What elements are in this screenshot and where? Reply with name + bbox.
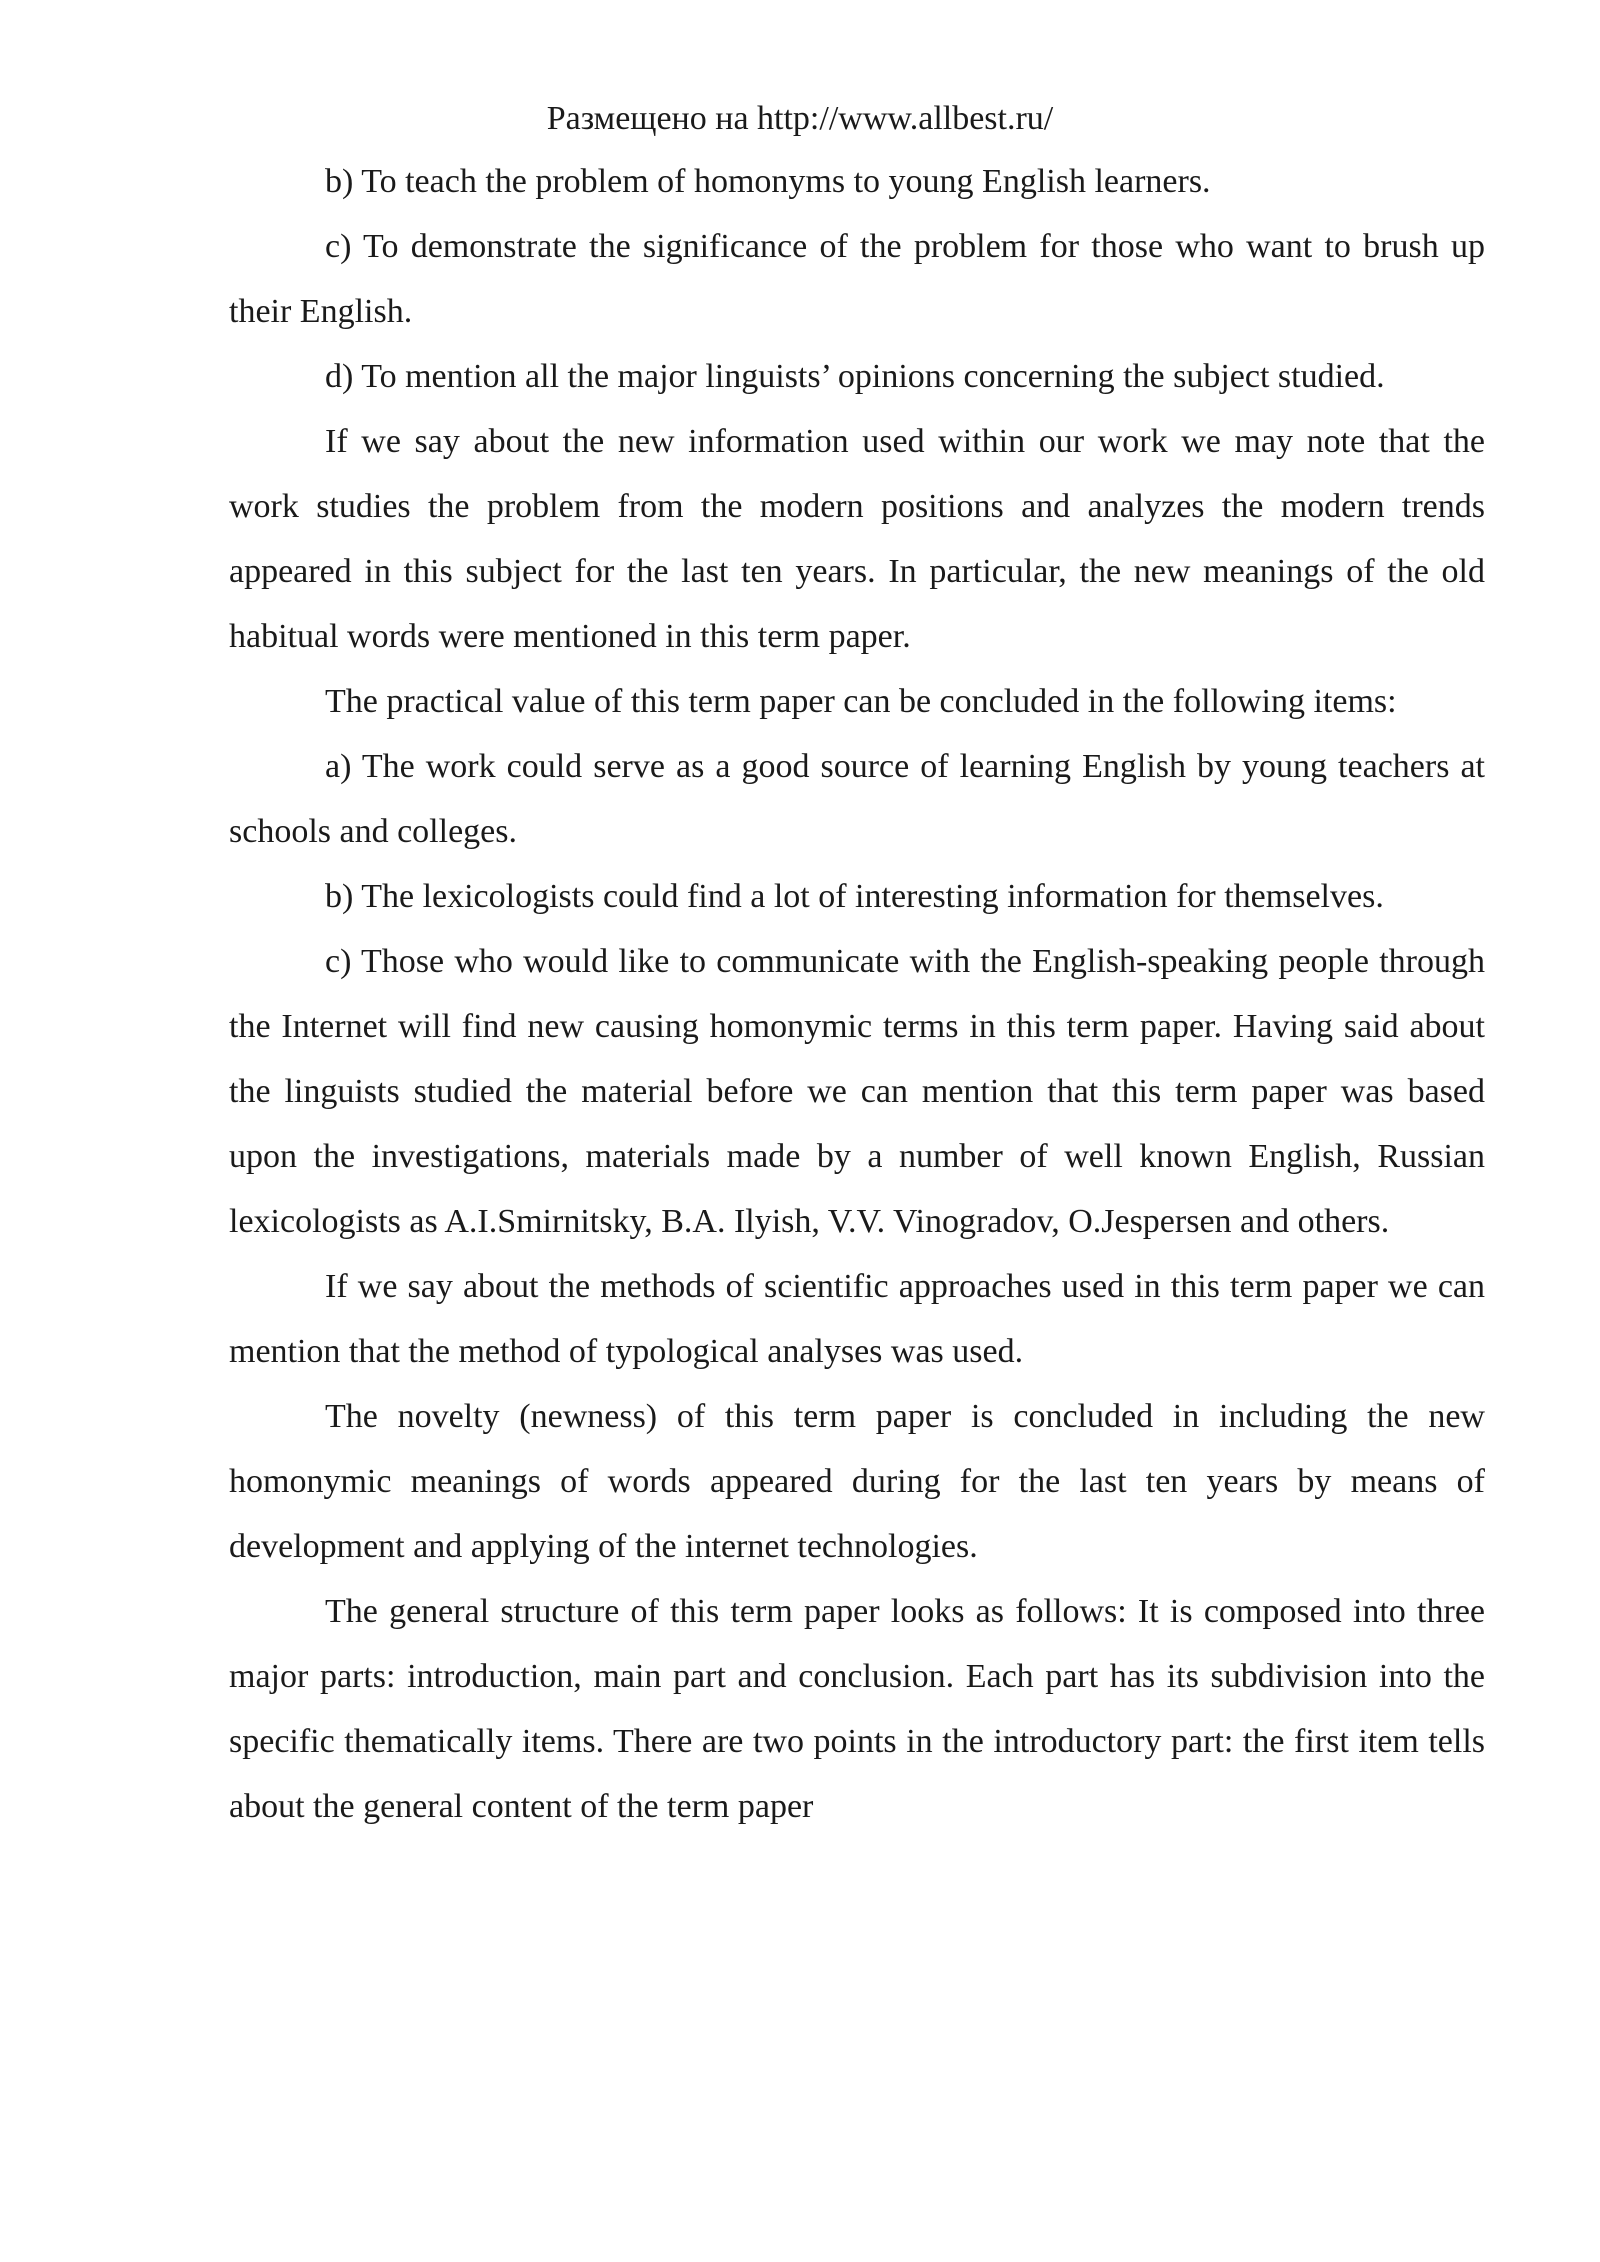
paragraph-objective-d: d) To mention all the major linguists’ opinions concerning the subject studied. <box>325 358 1385 395</box>
paragraph-value-a: a) The work could serve as a good source of learning English by young teachers at schools and colleges. <box>229 748 1485 850</box>
paragraph-value-c: c) Those who would like to communicate with the English-speaking people through the Internet will find new causing homonymic terms in this term paper. Having said about the linguists studied the material before we can mention that this term paper was based upon the investigations, materials made by a number of well known English, Russian lexicologists as A.I.Smirnitsky, B.A. Ilyish, V.V. Vinogradov, O.Jespersen and others. <box>229 943 1485 1240</box>
paragraph-objective-c: c) To demonstrate the significance of the problem for those who want to brush up their English. <box>229 228 1485 330</box>
paragraph-methods: If we say about the methods of scientific approaches used in this term paper we can mention that the method of typological analyses was used. <box>229 1268 1485 1370</box>
paragraph-objective-b: b) To teach the problem of homonyms to young English learners. <box>325 163 1211 200</box>
paragraph-practical-value: The practical value of this term paper can be concluded in the following items: <box>325 683 1397 720</box>
paragraph-new-information: If we say about the new information used within our work we may note that the work studies the problem from the modern positions and analyzes the modern trends appeared in this subject for the last ten years. In particular, the new meanings of the old habitual words were mentioned in this term paper. <box>229 423 1485 655</box>
paragraph-novelty: The novelty (newness) of this term paper is concluded in including the new homonymic meanings of words appeared during for the last ten years by means of development and applying of the internet technologies. <box>229 1398 1485 1565</box>
document-body <box>229 149 1485 1839</box>
paragraph-value-b: b) The lexicologists could find a lot of interesting information for themselves. <box>325 878 1384 915</box>
page-header: Размещено на http://www.allbest.ru/ <box>546 100 1054 137</box>
paragraph-structure: The general structure of this term paper looks as follows: It is composed into three major parts: introduction, main part and conclusion. Each part has its subdivision into the specific thematically items. There are two points in the introductory part: the first item tells about the general content of the term paper <box>229 1593 1485 1825</box>
